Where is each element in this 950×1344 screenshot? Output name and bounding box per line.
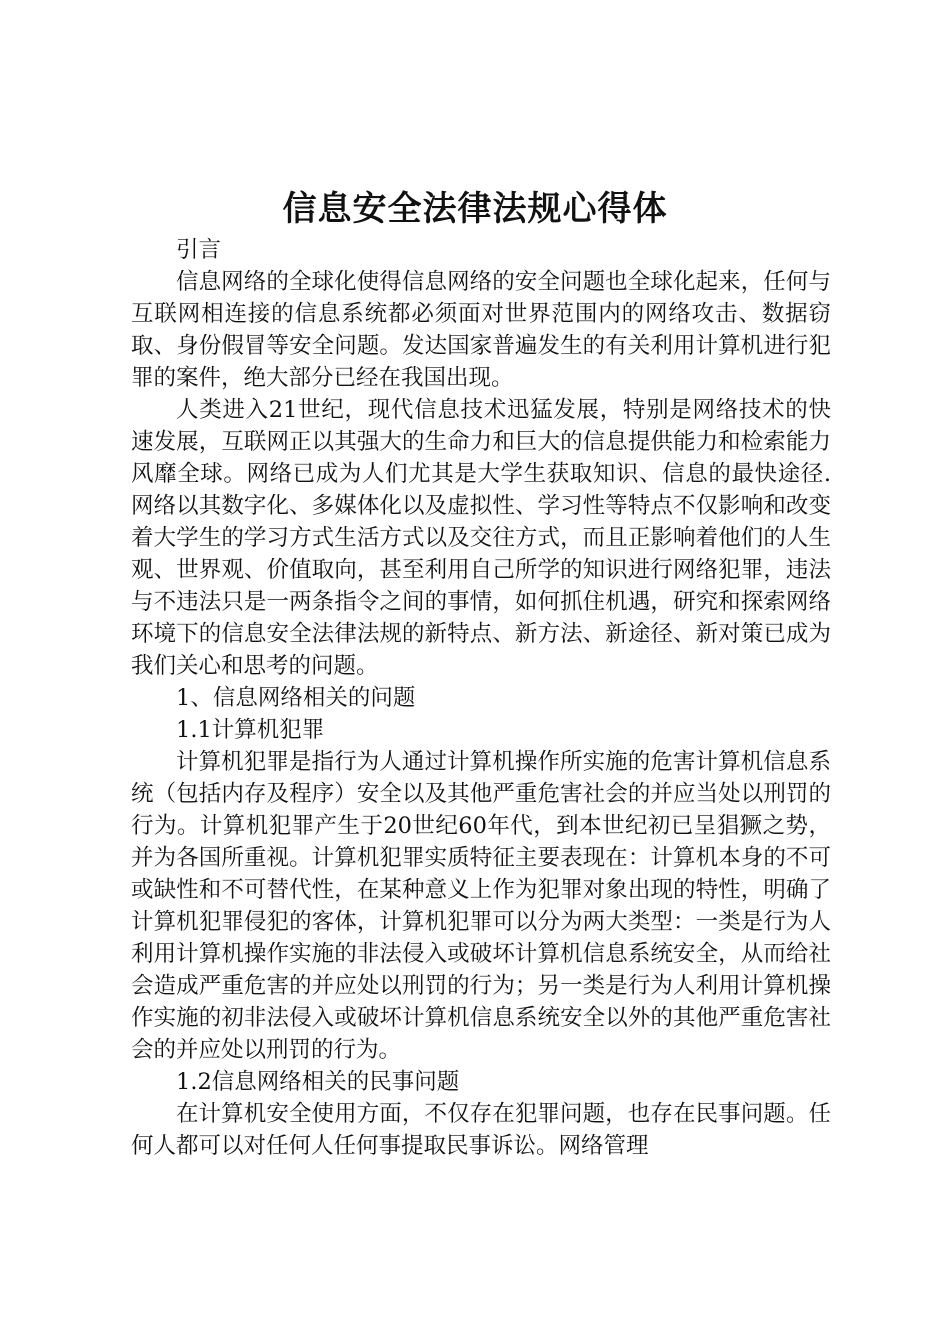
subsection-heading: 1.2信息网络相关的民事问题	[176, 1069, 460, 1095]
document-title: 信息安全法律法规心得体	[282, 189, 668, 229]
section-heading: 1、信息网络相关的问题	[176, 685, 416, 711]
paragraph: 信息网络的全球化使得信息网络的安全问题也全球化起来，任何与互联网相连接的信息系统都必须面对世界范围内的网络攻击、数据窃取、身份假冒等安全问题。发达国家普遍发生的有关利用计算机进行犯罪的案件，绝大部分已经在我国出现。	[131, 269, 831, 391]
paragraph: 在计算机安全使用方面，不仅存在犯罪问题，也存在民事问题。任何人都可以对任何人任何事提取民事诉讼。网络管理	[131, 1101, 831, 1159]
paragraph: 计算机犯罪是指行为人通过计算机操作所实施的危害计算机信息系统（包括内存及程序）安全以及其他严重危害社会的并应当处以刑罚的行为。计算机犯罪产生于20世纪60年代，到本世纪初已呈猖獗之势，并为各国所重视。计算机犯罪实质特征主要表现在：计算机本身的不可或缺性和不可替代性，在某种意义上作为犯罪对象出现的特性，明确了计算机犯罪侵犯的客体，计算机犯罪可以分为两大类型：一类是行为人利用计算机操作实施的非法侵入或破坏计算机信息系统安全，从而给社会造成严重危害的并应处以刑罚的行为；另一类是行为人利用计算机操作实施的初非法侵入或破坏计算机信息系统安全以外的其他严重危害社会的并应处以刑罚的行为。	[131, 749, 831, 1063]
paragraph-intro-heading: 引言	[176, 237, 222, 263]
subsection-heading: 1.1计算机犯罪	[176, 717, 325, 743]
document-body	[131, 234, 831, 1162]
paragraph: 人类进入21世纪，现代信息技术迅猛发展，特别是网络技术的快速发展，互联网正以其强大的生命力和巨大的信息提供能力和检索能力风靡全球。网络已成为人们尤其是大学生获取知识、信息的最快途径.网络以其数字化、多媒体化以及虚拟性、学习性等特点不仅影响和改变着大学生的学习方式生活方式以及交往方式，而且正影响着他们的人生观、世界观、价值取向，甚至利用自己所学的知识进行网络犯罪，违法与不违法只是一两条指令之间的事情，如何抓住机遇，研究和探索网络环境下的信息安全法律法规的新特点、新方法、新途径、新对策已成为我们关心和思考的问题。	[131, 397, 831, 679]
